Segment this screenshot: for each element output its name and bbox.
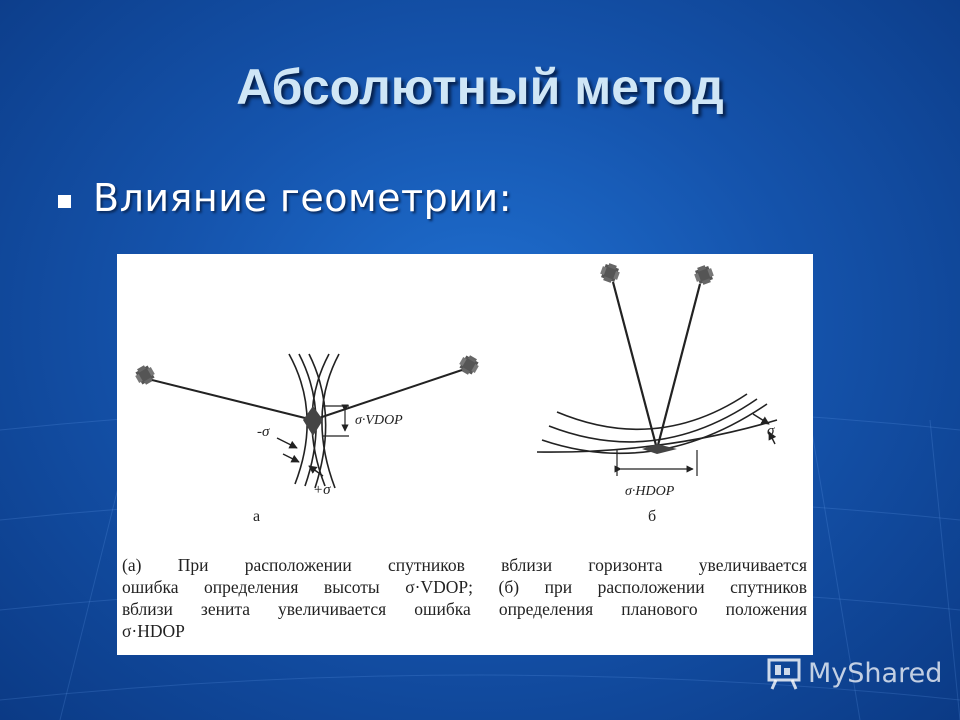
presentation-board-icon: [766, 656, 802, 690]
satellite-icon: [457, 353, 482, 378]
bullet-item: [58, 176, 512, 220]
caption-line: (а) При расположении спутников вблизи горизонта увеличивается: [122, 555, 807, 575]
bullet-square-icon: [58, 195, 71, 208]
caption-line: вблизи зенита увеличивается ошибка определения планового положения: [122, 599, 807, 619]
plus-sigma-label: +σ: [313, 482, 331, 498]
figure-caption: [122, 554, 807, 642]
minus-sigma-label: -σ: [257, 424, 270, 440]
diagram-a: [133, 353, 482, 498]
subfigure-label-a: а: [253, 508, 261, 525]
caption-line: ошибка определения высоты σ·VDOP; (б) при расположении спутников: [122, 577, 807, 597]
figure-diagram: [117, 254, 813, 554]
satellite-icon: [598, 261, 621, 284]
bullet-text: Влияние геометрии:: [93, 176, 513, 220]
hdop-label: σ·HDOP: [625, 484, 675, 499]
satellite-icon: [692, 263, 715, 286]
satellite-icon: [133, 363, 158, 388]
sigma-label: σ: [767, 423, 775, 439]
slide-title: Абсолютный метод: [236, 59, 724, 115]
caption-line: σ·HDOP: [122, 621, 185, 641]
geometry-figure: [117, 254, 813, 655]
diagram-b: [537, 261, 777, 499]
watermark: [766, 656, 942, 690]
subfigure-label-b: б: [648, 508, 657, 525]
vdop-label: σ·VDOP: [355, 413, 403, 428]
watermark-text: MyShared: [808, 657, 943, 689]
